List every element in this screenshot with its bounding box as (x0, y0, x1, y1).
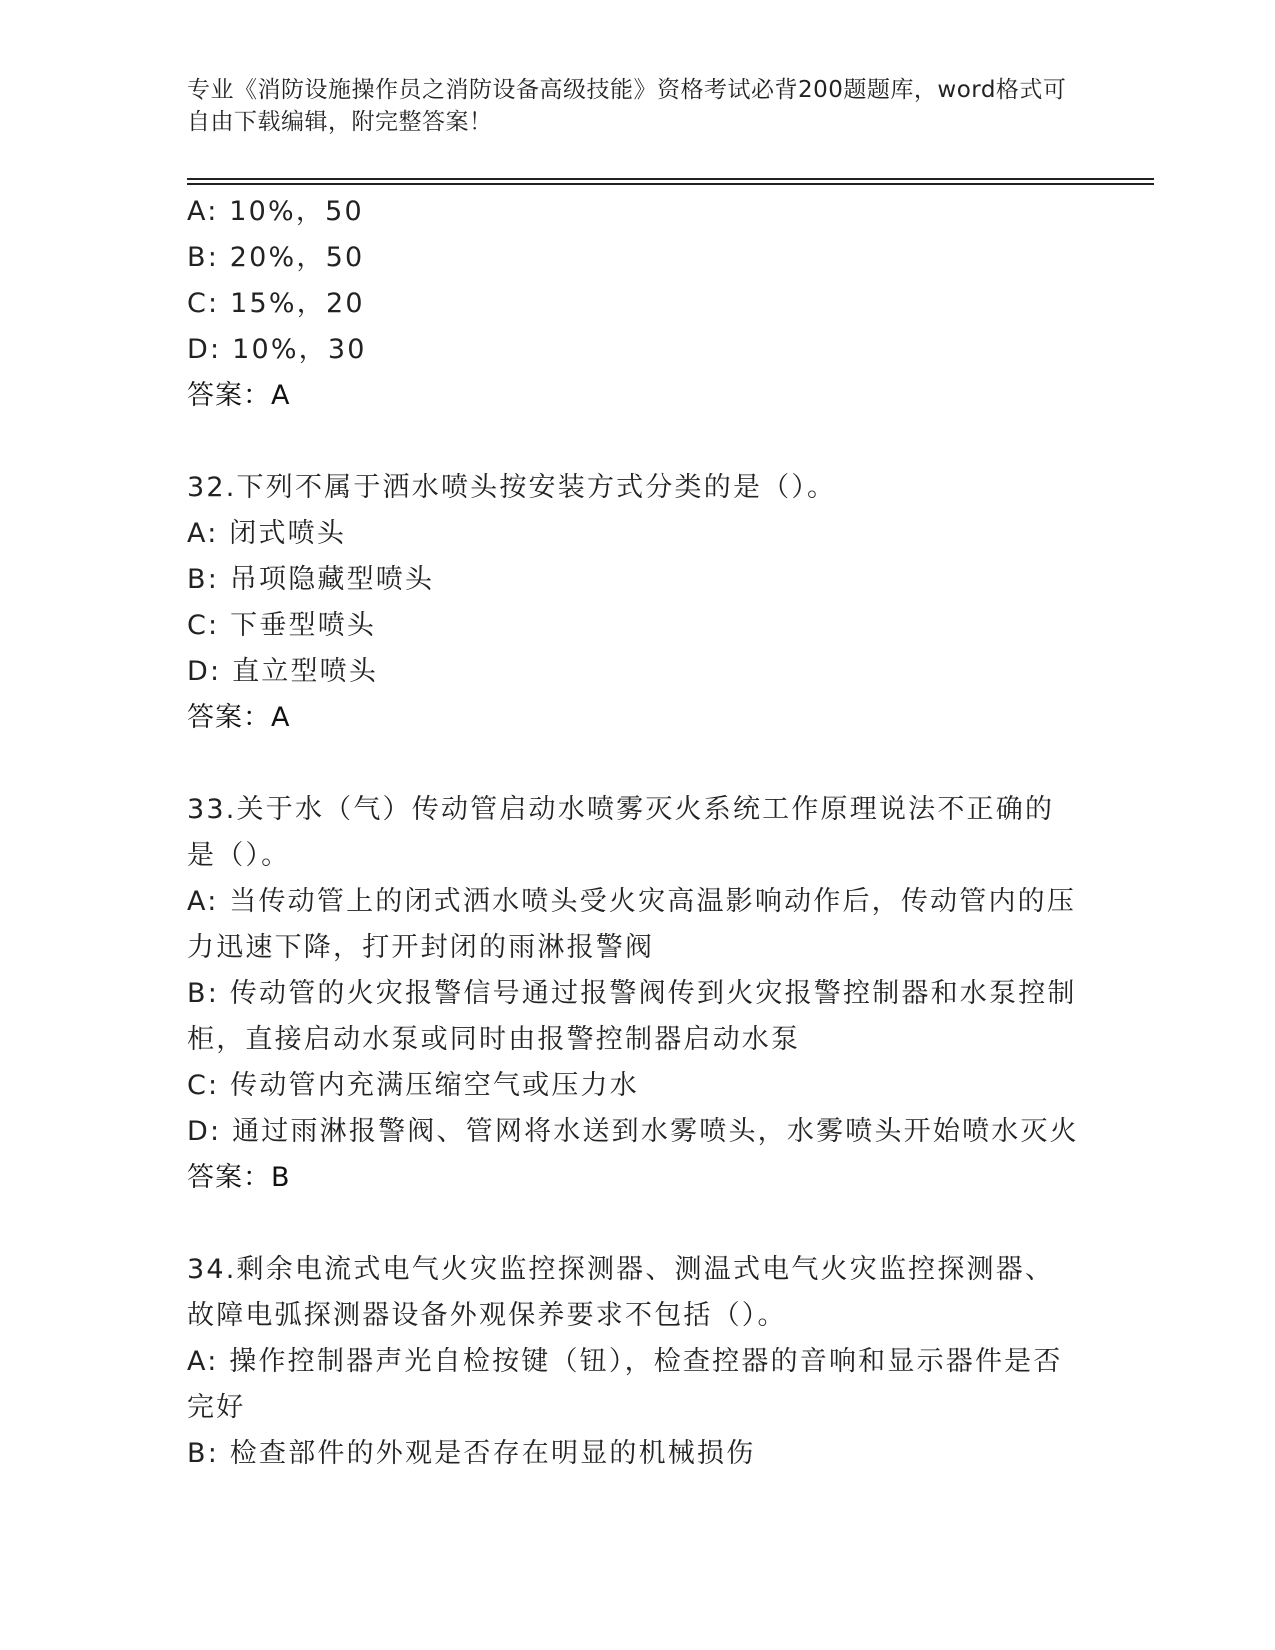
question-32 (187, 465, 1077, 741)
question-34 (187, 1247, 1077, 1477)
header-divider-top (187, 178, 1154, 180)
option-b: B: 吊项隐藏型喷头 (187, 564, 435, 595)
answer-label: 答案：A (187, 380, 291, 411)
option-d: D: 直立型喷头 (187, 656, 379, 687)
option-c: C: 下垂型喷头 (187, 610, 377, 641)
answer-label: 答案：A (187, 702, 291, 733)
option-b: B: 传动管的火灾报警信号通过报警阀传到火灾报警控制器和水泵控制柜，直接启动水泵或同时由报警控制器启动水泵 (187, 978, 1077, 1055)
answer-label: 答案：B (187, 1162, 291, 1193)
option-c: C: 传动管内充满压缩空气或压力水 (187, 1070, 639, 1101)
header-divider-bottom (187, 183, 1154, 185)
option-d: D: 通过雨淋报警阀、管网将水送到水雾喷头，水雾喷头开始喷水灭火 (187, 1116, 1079, 1147)
option-a: A: 操作控制器声光自检按键（钮），检查控器的音响和显示器件是否完好 (187, 1346, 1063, 1423)
spacer (187, 1201, 1077, 1247)
option-c: C: 15%，20 (187, 288, 365, 319)
question-33 (187, 787, 1077, 1201)
spacer (187, 419, 1077, 465)
option-d: D: 10%，30 (187, 334, 367, 365)
option-a: A: 当传动管上的闭式洒水喷头受火灾高温影响动作后，传动管内的压力迅速下降，打开封闭的雨淋报警阀 (187, 886, 1077, 963)
question-text: 33.关于水（气）传动管启动水喷雾灭火系统工作原理说法不正确的是（）。 (187, 794, 1055, 871)
question-list (187, 189, 1077, 1477)
question-text: 34.剩余电流式电气火灾监控探测器、测温式电气火灾监控探测器、故障电弧探测器设备外观保养要求不包括（）。 (187, 1254, 1055, 1331)
document-header: 专业《消防设施操作员之消防设备高级技能》资格考试必背200题题库，word格式可自由下载编辑，附完整答案！ (187, 77, 1067, 135)
option-b: B: 20%，50 (187, 242, 365, 273)
option-a: A: 10%，50 (187, 196, 364, 227)
option-a: A: 闭式喷头 (187, 518, 347, 549)
option-b: B: 检查部件的外观是否存在明显的机械损伤 (187, 1438, 756, 1469)
spacer (187, 741, 1077, 787)
question-31 (187, 189, 1077, 419)
question-text: 32.下列不属于洒水喷头按安装方式分类的是（）。 (187, 472, 837, 503)
